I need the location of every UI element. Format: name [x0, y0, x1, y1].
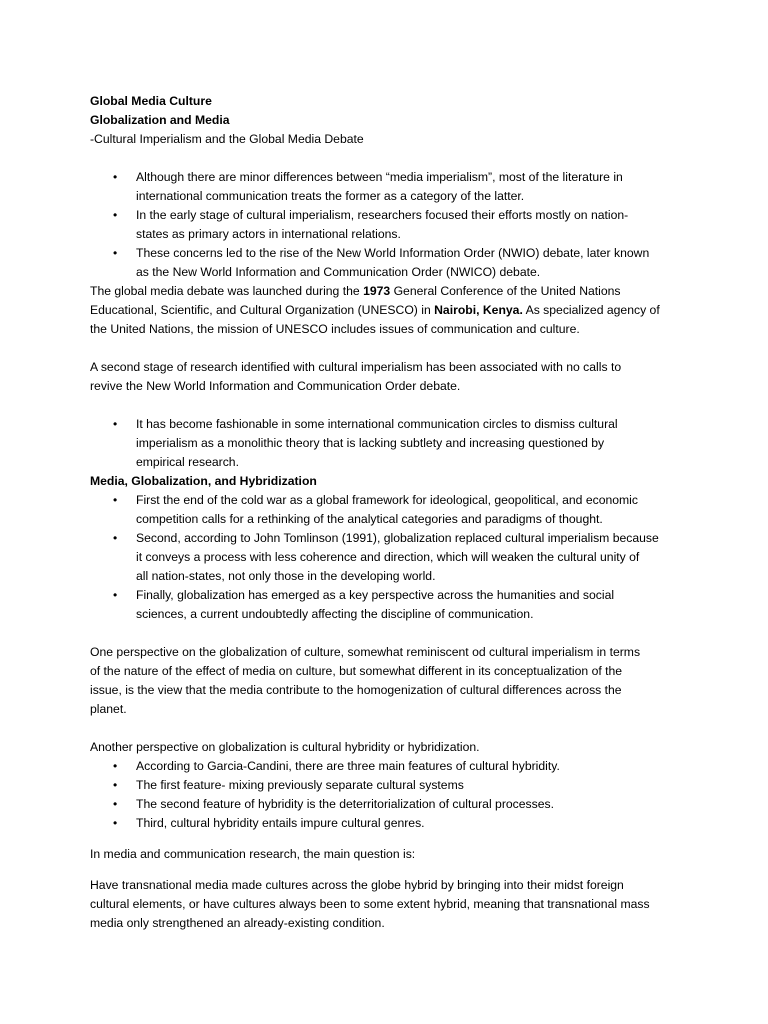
spacer [90, 339, 670, 358]
bullet-icon: • [113, 208, 118, 222]
bullet-icon: • [113, 246, 118, 260]
bullet-icon: • [113, 417, 118, 431]
list-item [90, 795, 670, 814]
section-heading-hybridization: Media, Globalization, and Hybridization [90, 474, 317, 488]
list-item-text: Finally, globalization has emerged as a key perspective across the humanities and social sciences, a current undoubtedly affecting the discipline of communication. [136, 588, 615, 621]
paragraph-text: As specialized agency of the United Nations, the mission of UNESCO includes issues of communication and culture. [90, 303, 660, 336]
list-item [90, 206, 670, 244]
paragraph-text: General Conference of the United Nations Educational, Scientific, and Cultural Organization (UNESCO) in [90, 284, 621, 317]
list-item [90, 814, 670, 833]
list-item-text: First the end of the cold war as a global framework for ideological, geopolitical, and economic competition calls for a rethinking of the analytical categories and paradigms of thought. [136, 493, 638, 526]
list-item [90, 529, 670, 586]
bullet-list-hybridity [90, 757, 670, 833]
bullet-icon: • [113, 778, 118, 792]
bullet-icon: • [113, 531, 118, 545]
list-item [90, 757, 670, 776]
list-item-text: Although there are minor differences between “media imperialism”, most of the literature in international communication treats the former as a category of the latter. [136, 170, 623, 203]
list-item [90, 415, 670, 472]
list-item-text: These concerns led to the rise of the New World Information Order (NWIO) debate, later known as the New World Information and Communication Order (NWICO) debate. [136, 246, 650, 279]
list-item [90, 586, 670, 624]
list-item-text: Third, cultural hybridity entails impure cultural genres. [136, 816, 425, 830]
bullet-list-imperialism [90, 168, 670, 282]
list-item-text: In the early stage of cultural imperialism, researchers focused their efforts mostly on nation- states as primary actors in international relations. [136, 208, 629, 241]
spacer [90, 864, 670, 876]
spacer [90, 396, 670, 415]
paragraph-another-perspective: Another perspective on globalization is cultural hybridity or hybridization. [90, 740, 480, 754]
location-emphasis: Nairobi, Kenya. [434, 303, 523, 317]
list-item-text: It has become fashionable in some international communication circles to dismiss cultural imperialism as a monolithic theory that is lacking subtlety and increasing questioned by empirical research. [136, 417, 618, 469]
list-item-text: Second, according to John Tomlinson (1991), globalization replaced cultural imperialism because it conveys a process with less coherence and direction, which will weaken the cultural unity of all nation-states, not only those in the developing world. [136, 531, 659, 583]
spacer [90, 624, 670, 643]
document-title: Global Media Culture [90, 94, 212, 108]
bullet-icon: • [113, 759, 118, 773]
bullet-list-fashionable [90, 415, 670, 472]
document-subtitle: Globalization and Media [90, 113, 230, 127]
spacer [90, 833, 670, 845]
section-heading: -Cultural Imperialism and the Global Media Debate [90, 132, 364, 146]
paragraph-text: The global media debate was launched during the [90, 284, 364, 298]
list-item-text: According to Garcia-Candini, there are three main features of cultural hybridity. [136, 759, 560, 773]
bullet-icon: • [113, 170, 118, 184]
paragraph-final: Have transnational media made cultures across the globe hybrid by bringing into their midst foreign cultural elements, or have cultures always been to some extent hybrid, meaning that transnational mass media only strengthened an already-existing condition. [90, 878, 650, 930]
list-item-text: The first feature- mixing previously separate cultural systems [136, 778, 464, 792]
paragraph-question: In media and communication research, the main question is: [90, 847, 416, 861]
bullet-list-globalization [90, 491, 670, 624]
paragraph-unesco [90, 282, 670, 339]
list-item [90, 244, 670, 282]
bullet-icon: • [113, 816, 118, 830]
bullet-icon: • [113, 493, 118, 507]
list-item [90, 491, 670, 529]
year-emphasis: 1973 [363, 284, 391, 298]
list-item [90, 168, 670, 206]
spacer [90, 149, 670, 168]
paragraph-second-stage: A second stage of research identified with cultural imperialism has been associated with no calls to revive the New World Information and Communication Order debate. [90, 360, 622, 393]
list-item-text: The second feature of hybridity is the deterritorialization of cultural processes. [136, 797, 554, 811]
bullet-icon: • [113, 797, 118, 811]
list-item [90, 776, 670, 795]
bullet-icon: • [113, 588, 118, 602]
spacer [90, 719, 670, 738]
document-page [90, 92, 670, 933]
paragraph-perspective: One perspective on the globalization of culture, somewhat reminiscent od cultural imperialism in terms of the nature of the effect of media on culture, but somewhat different in its conceptualization of the issue, is the view that the media contribute to the homogenization of cultural differences across the planet. [90, 645, 641, 716]
